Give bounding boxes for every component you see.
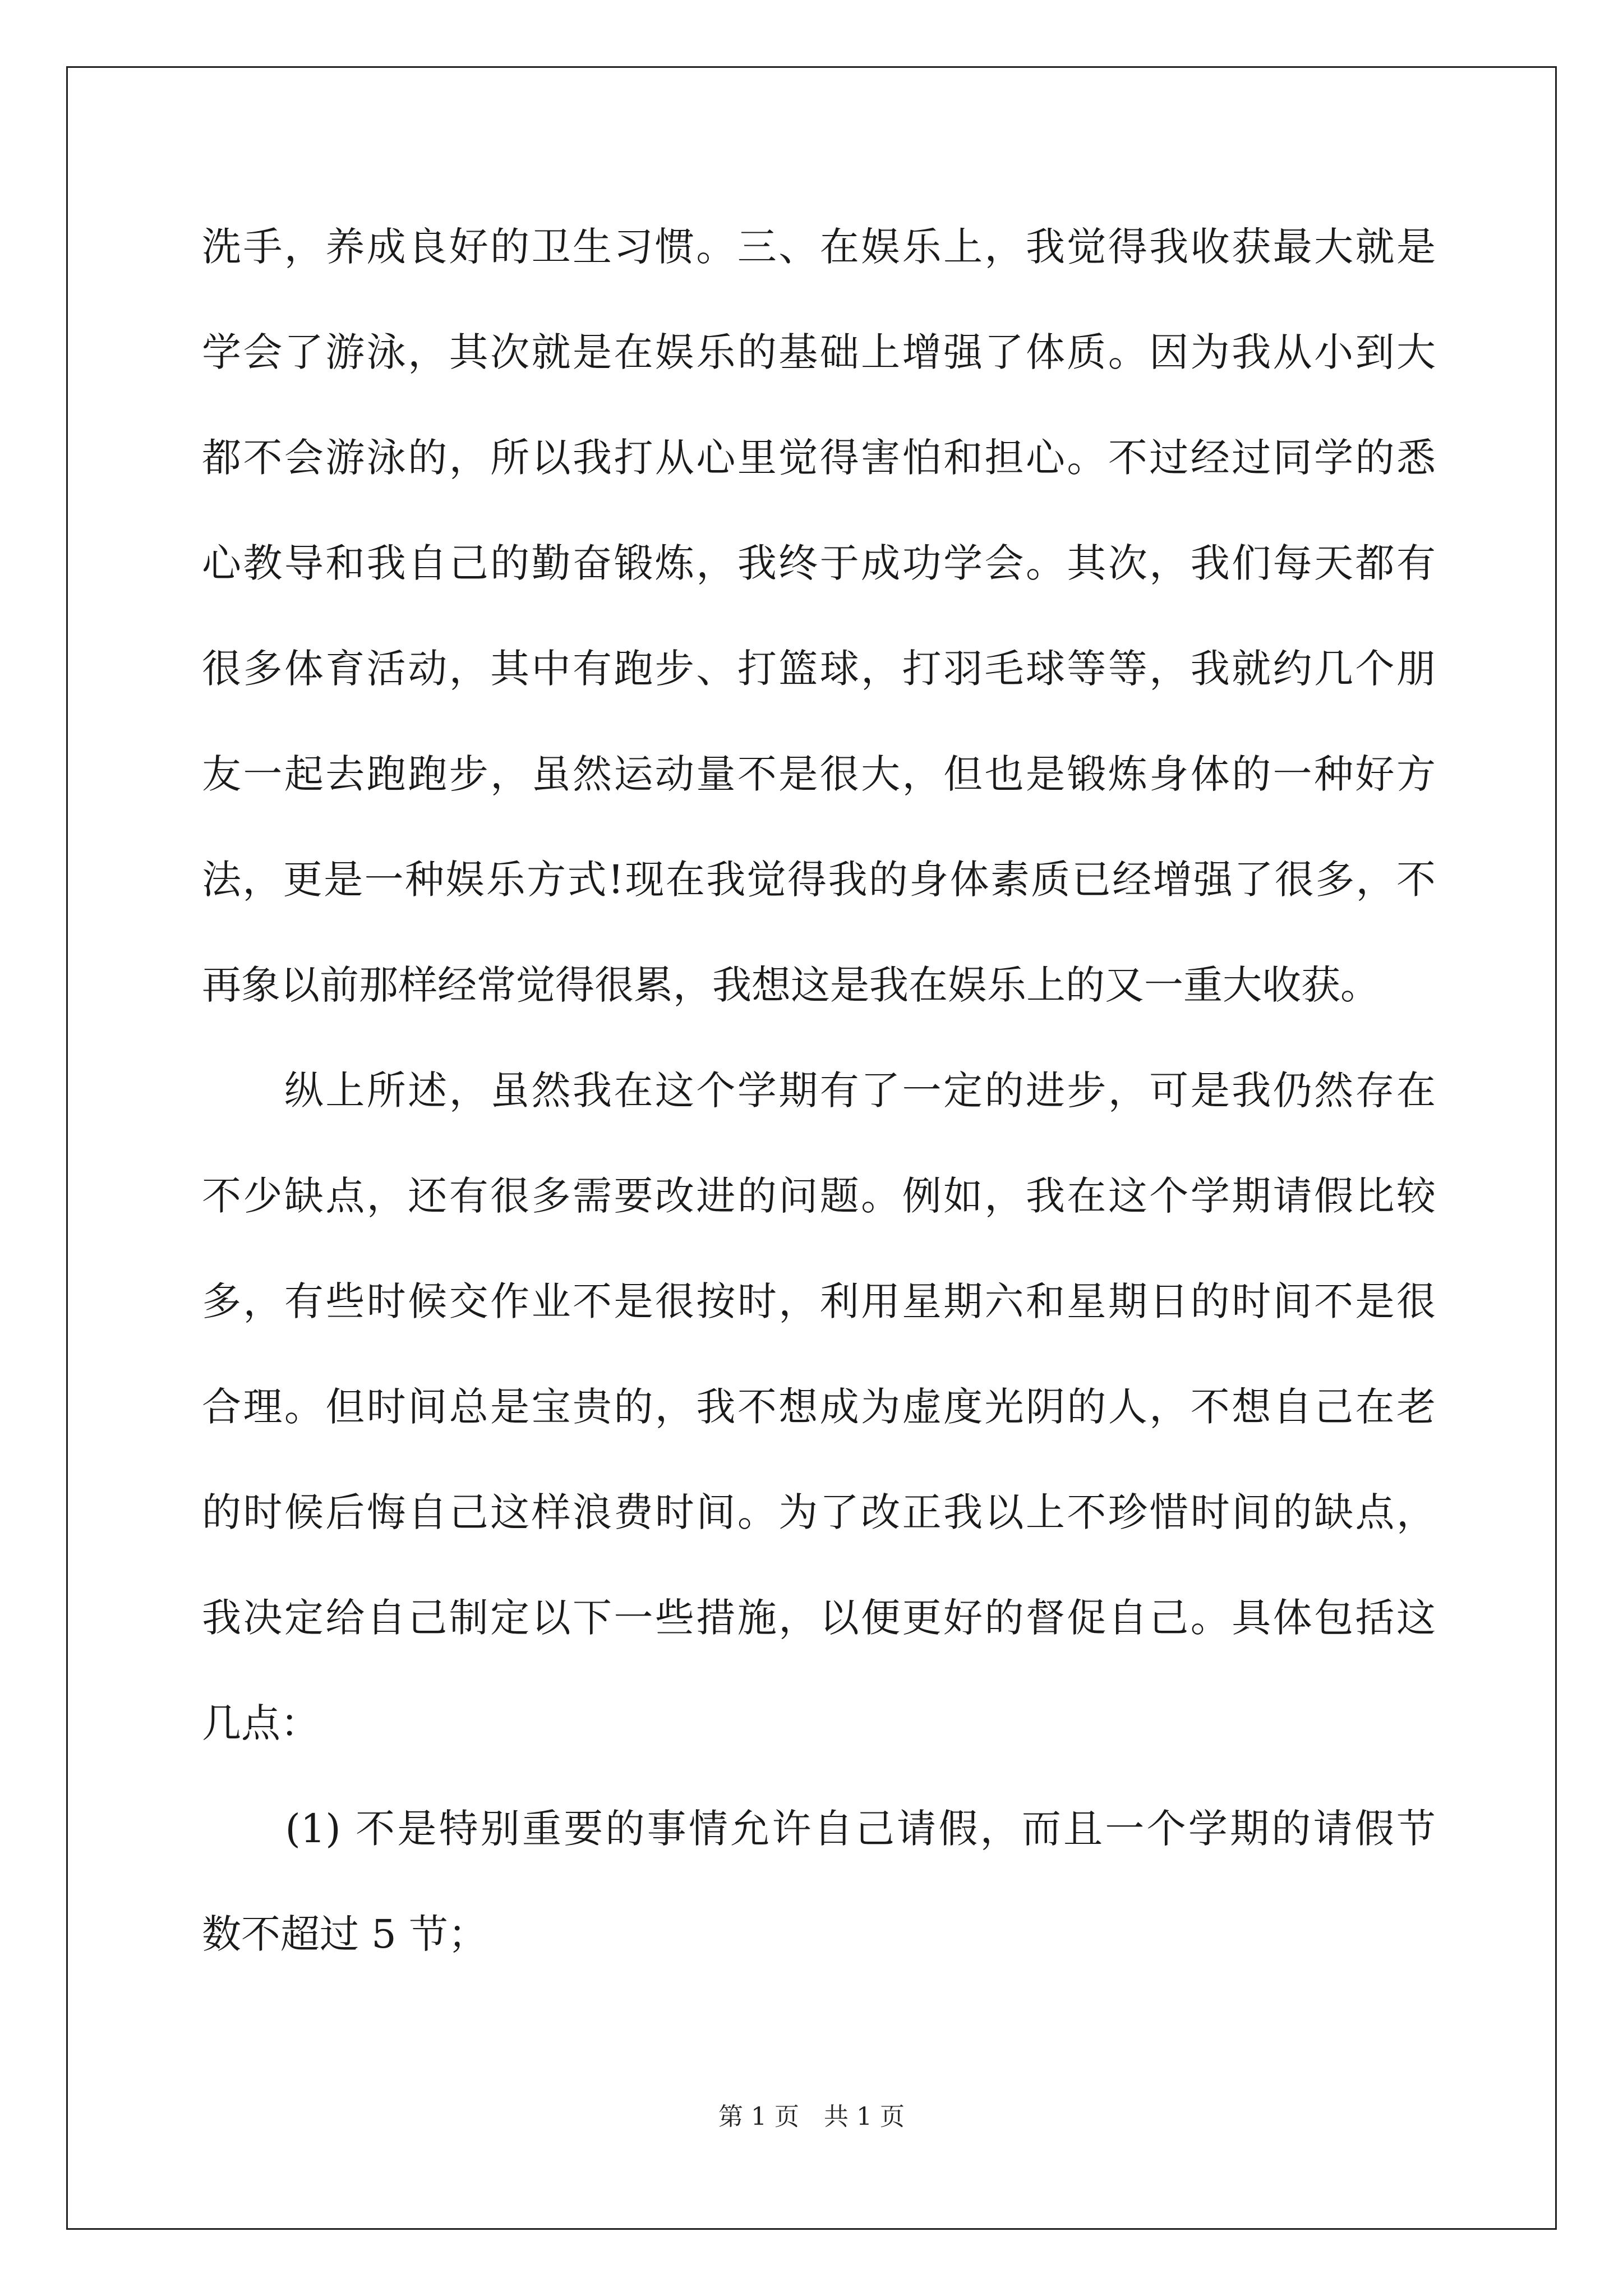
text-line: 洗手，养成良好的卫生习惯。三、在娱乐上，我觉得我收获最大就是 xyxy=(202,224,1436,270)
text-line: 法，更是一种娱乐方式!现在我觉得我的身体素质已经增强了很多，不 xyxy=(202,857,1436,903)
text-line: (1) 不是特别重要的事情允许自己请假，而且一个学期的请假节 xyxy=(202,1806,1436,1852)
text-line: 纵上所述，虽然我在这个学期有了一定的进步，可是我仍然存在 xyxy=(202,1068,1436,1114)
text-line: 不少缺点，还有很多需要改进的问题。例如，我在这个学期请假比较 xyxy=(202,1173,1436,1219)
text-line: 的时候后悔自己这样浪费时间。为了改正我以上不珍惜时间的缺点， xyxy=(202,1489,1436,1535)
text-line: 友一起去跑跑步，虽然运动量不是很大，但也是锻炼身体的一种好方 xyxy=(202,751,1436,797)
text-line: 都不会游泳的，所以我打从心里觉得害怕和担心。不过经过同学的悉 xyxy=(202,435,1436,481)
text-line: 数不超过 5 节； xyxy=(202,1911,488,1957)
page-number-footer: 第 1 页 共 1 页 xyxy=(718,2102,905,2131)
text-line: 学会了游泳，其次就是在娱乐的基础上增强了体质。因为我从小到大 xyxy=(202,329,1436,375)
text-line: 再象以前那样经常觉得很累，我想这是我在娱乐上的又一重大收获。 xyxy=(202,962,1380,1008)
text-line: 几点： xyxy=(202,1700,320,1746)
text-line: 心教导和我自己的勤奋锻炼，我终于成功学会。其次，我们每天都有 xyxy=(202,540,1436,586)
text-line: 很多体育活动，其中有跑步、打篮球，打羽毛球等等，我就约几个朋 xyxy=(202,646,1436,692)
text-line: 多，有些时候交作业不是很按时，利用星期六和星期日的时间不是很 xyxy=(202,1278,1436,1324)
text-line: 合理。但时间总是宝贵的，我不想成为虚度光阴的人，不想自己在老 xyxy=(202,1384,1436,1430)
page-border xyxy=(66,66,1557,2230)
text-line: 我决定给自己制定以下一些措施，以便更好的督促自己。具体包括这 xyxy=(202,1595,1436,1641)
